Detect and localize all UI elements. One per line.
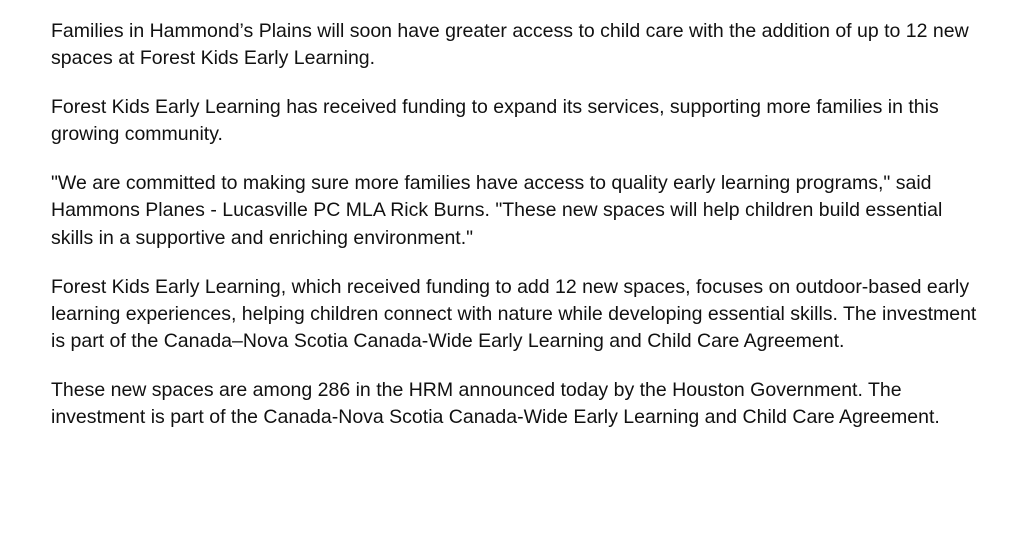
paragraph-intro: Families in Hammond’s Plains will soon have greater access to child care with the addition of up to 12 new spaces at Forest Kids Early Learning. <box>51 20 969 70</box>
article-body <box>51 18 981 453</box>
paragraph-funding: Forest Kids Early Learning has received funding to expand its services, supporting more families in this growing community. <box>51 96 939 146</box>
paragraph-summary: These new spaces are among 286 in the HRM announced today by the Houston Government. The investment is part of the Canada-Nova Scotia Canada-Wide Early Learning and Child Care Agreement. <box>51 378 940 429</box>
paragraph-quote: "We are committed to making sure more families have access to quality early learning programs," said Hammons Planes - Lucasville PC MLA Rick Burns. "These new spaces will help children build essential skills in a supportive and enriching environment." <box>51 172 943 249</box>
paragraph-program: Forest Kids Early Learning, which received funding to add 12 new spaces, focuses on outdoor-based early learning experiences, helping children connect with nature while developing essential skills. The investment is part of the Canada–Nova Scotia Canada-Wide Early Learning and Child Care Agreement. <box>51 275 977 353</box>
